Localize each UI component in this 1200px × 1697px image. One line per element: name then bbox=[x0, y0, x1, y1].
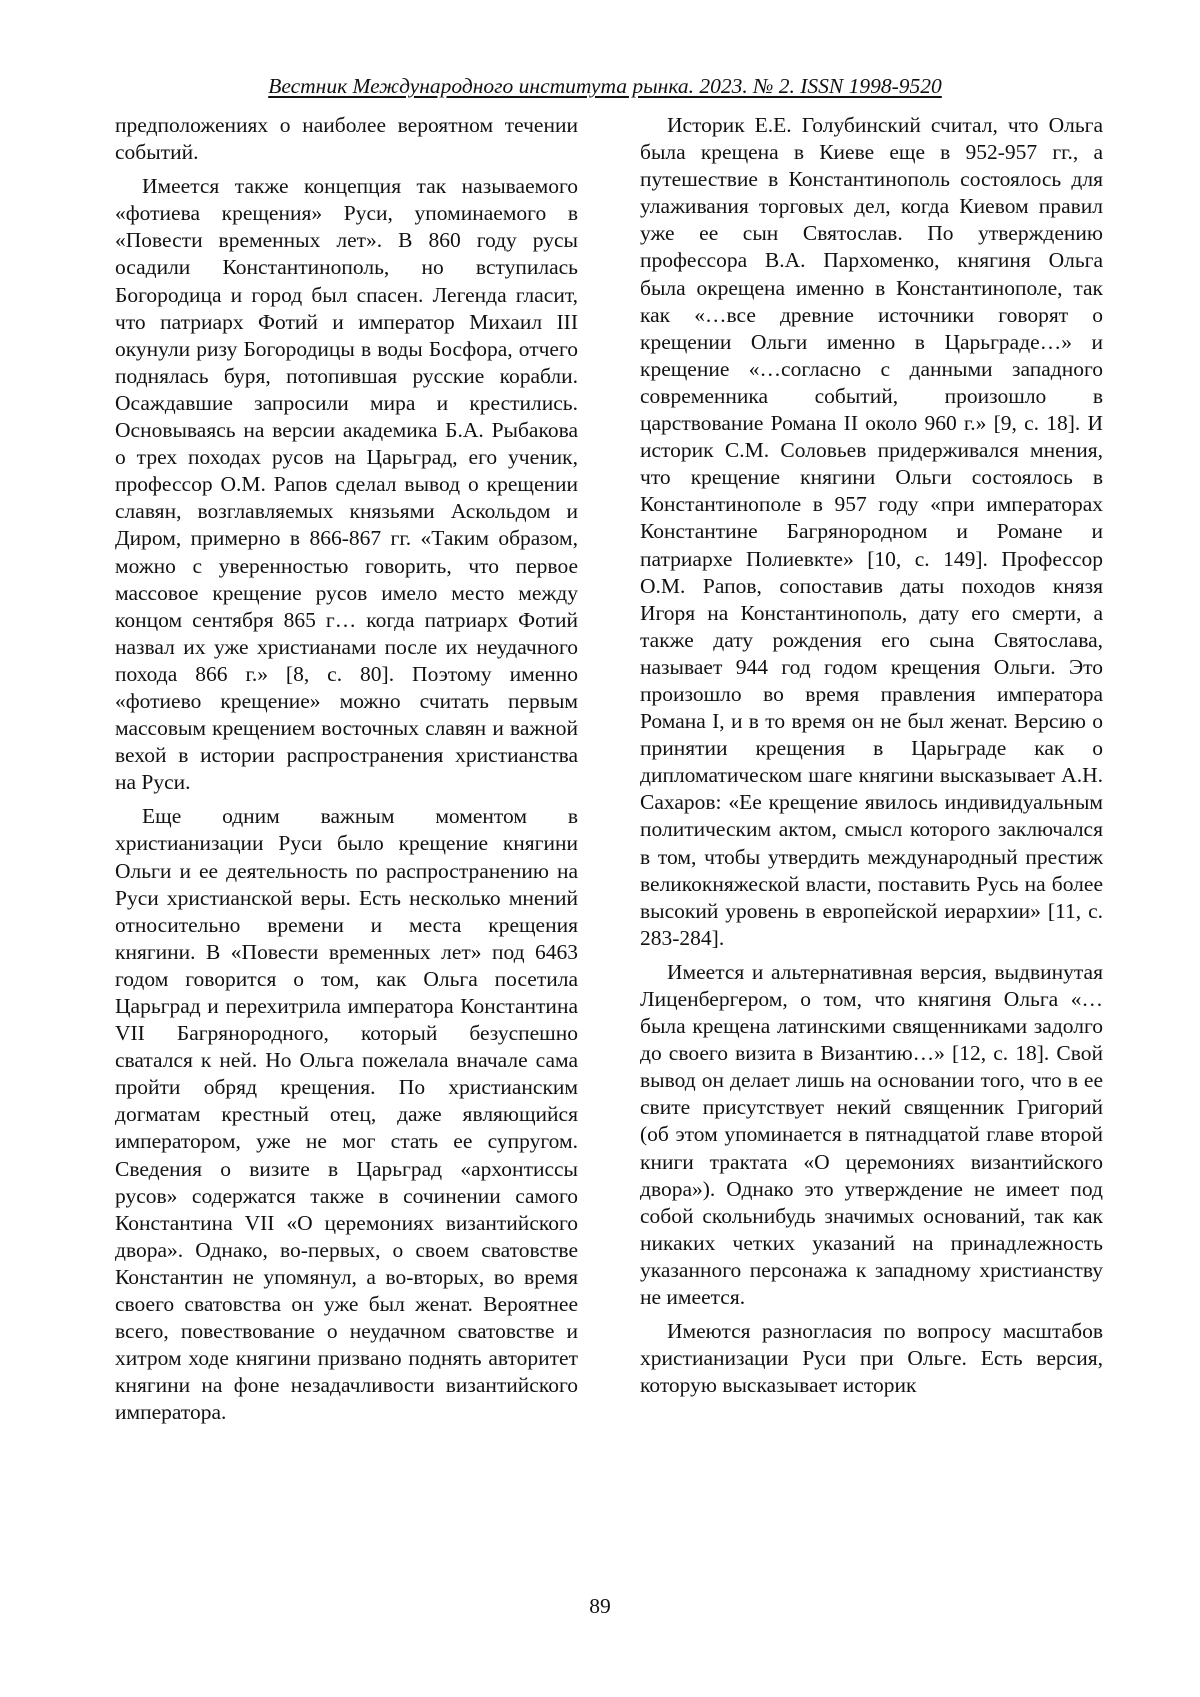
paragraph: Историк Е.Е. Голубинский считал, что Ольга была крещена в Киеве еще в 952-957 гг., а путешествие в Константинополь состоялось для улаживания торговых дел, когда Киевом правил уже ее сын Святослав. По утверждению профессора В.А. Пархоменко, княгиня Ольга была окрещена именно в Константинополе, так как «…все древние источники говорят о крещении Ольги именно в Царьграде…» и крещение «…согласно с данными западного современника событий, произошло в царствование Романа II около 960 г.» [9, с. 18]. И историк С.М. Соловьев придерживался мнения, что крещение княгини Ольги состоялось в Константинополе в 957 году «при императорах Константине Багрянородном и Романе и патриархе Полиевкте» [10, с. 149]. Профессор О.М. Рапов, сопоставив даты походов князя Игоря на Константинополь, дату его смерти, а также дату рождения его сына Святослава, называет 944 год годом крещения Ольги. Это произошло во время правления императора Романа I, и в то время он не был женат. Версию о принятии крещения в Царьграде как о дипломатическом шаге княгини высказывает А.Н. Сахаров: «Ее крещение явилось индивидуальным политическим актом, смысл которого заключался в том, чтобы утвердить международный престиж великокняжеской власти, поставить Русь на более высокий уровень в европейской иерархии» [11, с. 283-284]. bbox=[640, 113, 1103, 950]
paragraph: Имеются разногласия по вопросу масштабов христианизации Руси при Ольге. Есть версия, которую высказывает историк bbox=[640, 1319, 1103, 1398]
paragraph: Имеется также концепция так называемого «фотиева крещения» Руси, упоминаемого в «Повести временных лет». В 860 году русы осадили Константинополь, но вступилась Богородица и город был спасен. Легенда гласит, что патриарх Фотий и император Михаил III окунули ризу Богородицы в воды Босфора, отчего поднялась буря, потопившая русские корабли. Осаждавшие запросили мира и крестились. Основываясь на версии академика Б.А. Рыбакова о трех походах русов на Царьград, его ученик, профессор О.М. Рапов сделал вывод о крещении славян, возглавляемых князьями Аскольдом и Диром, примерно в 866-867 гг. «Таким образом, можно с уверенностью говорить, что первое массовое крещение русов имело место между концом сентября 865 г… когда патриарх Фотий назвал их уже христианами после их неудачного похода 866 г.» [8, с. 80]. Поэтому именно «фотиево крещение» можно считать первым массовым крещением восточных славян и важной вехой в истории распространения христианства на Руси. bbox=[115, 174, 578, 795]
left-column bbox=[115, 112, 578, 1434]
paragraph: предположениях о наиболее вероятном течении событий. bbox=[115, 113, 578, 165]
running-header: Вестник Международного института рынка. 2023. № 2. ISSN 1998-9520 bbox=[268, 74, 942, 98]
page-number: 89 bbox=[589, 1594, 611, 1618]
right-column bbox=[640, 112, 1103, 1406]
paragraph: Еще одним важным моментом в христианизации Руси было крещение княгини Ольги и ее деятельность по распространению на Руси христианской веры. Есть несколько мнений относительно времени и места крещения княгини. В «Повести временных лет» под 6463 годом говорится о том, как Ольга посетила Царьград и перехитрила императора Константина VII Багрянородного, который безуспешно сватался к ней. Но Ольга пожелала вначале сама пройти обряд крещения. По христианским догматам крестный отец, даже являющийся императором, уже не мог стать ее супругом. Сведения о визите в Царьград «архонтиссы русов» содержатся также в сочинении самого Константина VII «О церемониях византийского двора». Однако, во-первых, о своем сватовстве Константин не упомянул, а во-вторых, во время своего сватовства он уже был женат. Вероятнее всего, повествование о неудачном сватовстве и хитром ходе княгини призвано поднять авторитет княгини на фоне незадачливости византийского императора. bbox=[115, 804, 578, 1425]
paragraph: Имеется и альтернативная версия, выдвинутая Лиценбергером, о том, что княгиня Ольга «…была крещена латинскими священниками задолго до своего визита в Византию…» [12, с. 18]. Свой вывод он делает лишь на основании того, что в ее свите присутствует некий священник Григорий (об этом упоминается в пятнадцатой главе второй книги трактата «О церемониях византийского двора»). Однако это утверждение не имеет под собой скольнибудь значимых оснований, так как никаких четких указаний на принадлежность указанного персонажа к западному христианству не имеется. bbox=[640, 959, 1103, 1310]
